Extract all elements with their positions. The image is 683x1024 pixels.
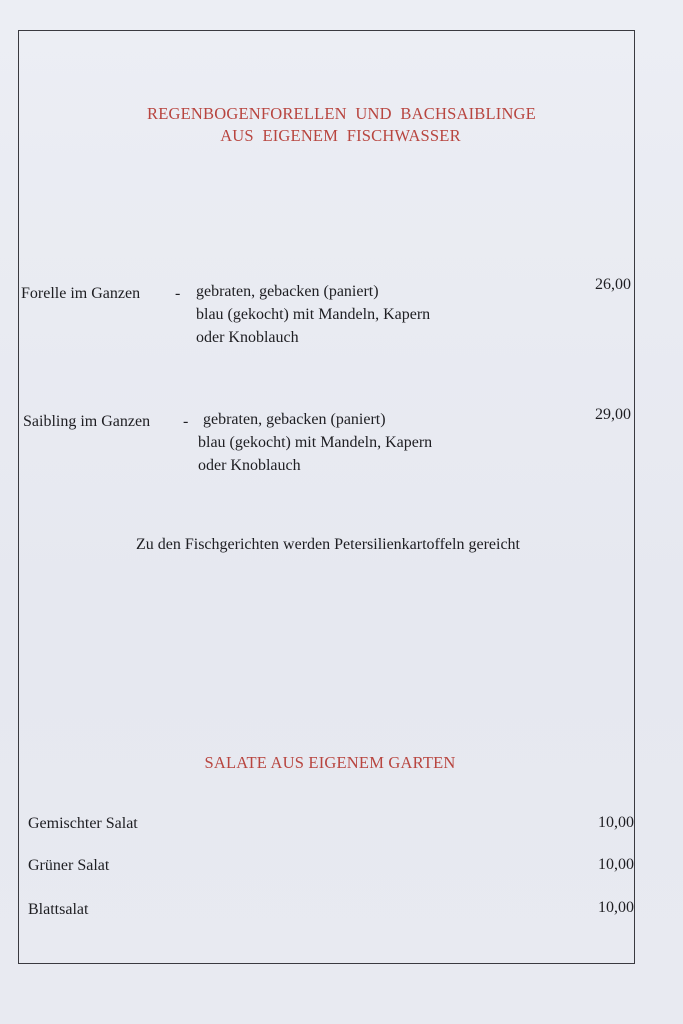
- dish-description: [196, 280, 430, 349]
- dish-separator: -: [183, 413, 189, 430]
- dish-desc-line-1: gebraten, gebacken (paniert): [203, 411, 386, 428]
- dish-desc-line-2: blau (gekocht) mit Mandeln, Kapern: [198, 434, 433, 451]
- dish-name: Saibling im Ganzen: [23, 413, 151, 430]
- dish-separator: -: [175, 285, 181, 302]
- salad-price: 10,00: [598, 856, 634, 873]
- salad-name: Grüner Salat: [28, 857, 110, 874]
- dish-price: 26,00: [595, 276, 631, 293]
- dish-price: 29,00: [595, 406, 631, 423]
- dish-desc-line-3: oder Knoblauch: [198, 457, 301, 474]
- dish-description: [198, 408, 432, 477]
- dish-saibling: [0, 408, 683, 480]
- dish-desc-line-2: blau (gekocht) mit Mandeln, Kapern: [196, 306, 431, 323]
- fish-heading-line-1: REGENBOGENFORELLEN UND BACHSAIBLINGE: [147, 104, 536, 123]
- dish-name: Forelle im Ganzen: [21, 285, 141, 302]
- fish-side-note: Zu den Fischgerichten werden Petersilienkartoffeln gereicht: [135, 536, 520, 553]
- salad-price: 10,00: [598, 814, 634, 831]
- salad-section-heading: SALATE AUS EIGENEM GARTEN: [204, 753, 456, 772]
- salad-price: 10,00: [598, 899, 634, 916]
- dish-desc-line-3: oder Knoblauch: [196, 329, 299, 346]
- dish-desc-line-1: gebraten, gebacken (paniert): [196, 283, 379, 300]
- fish-heading-line-2: AUS EIGENEM FISCHWASSER: [220, 126, 461, 145]
- salad-name: Blattsalat: [28, 901, 89, 918]
- salad-name: Gemischter Salat: [28, 815, 138, 832]
- dish-forelle: [0, 280, 683, 352]
- fish-section-heading: [0, 103, 683, 147]
